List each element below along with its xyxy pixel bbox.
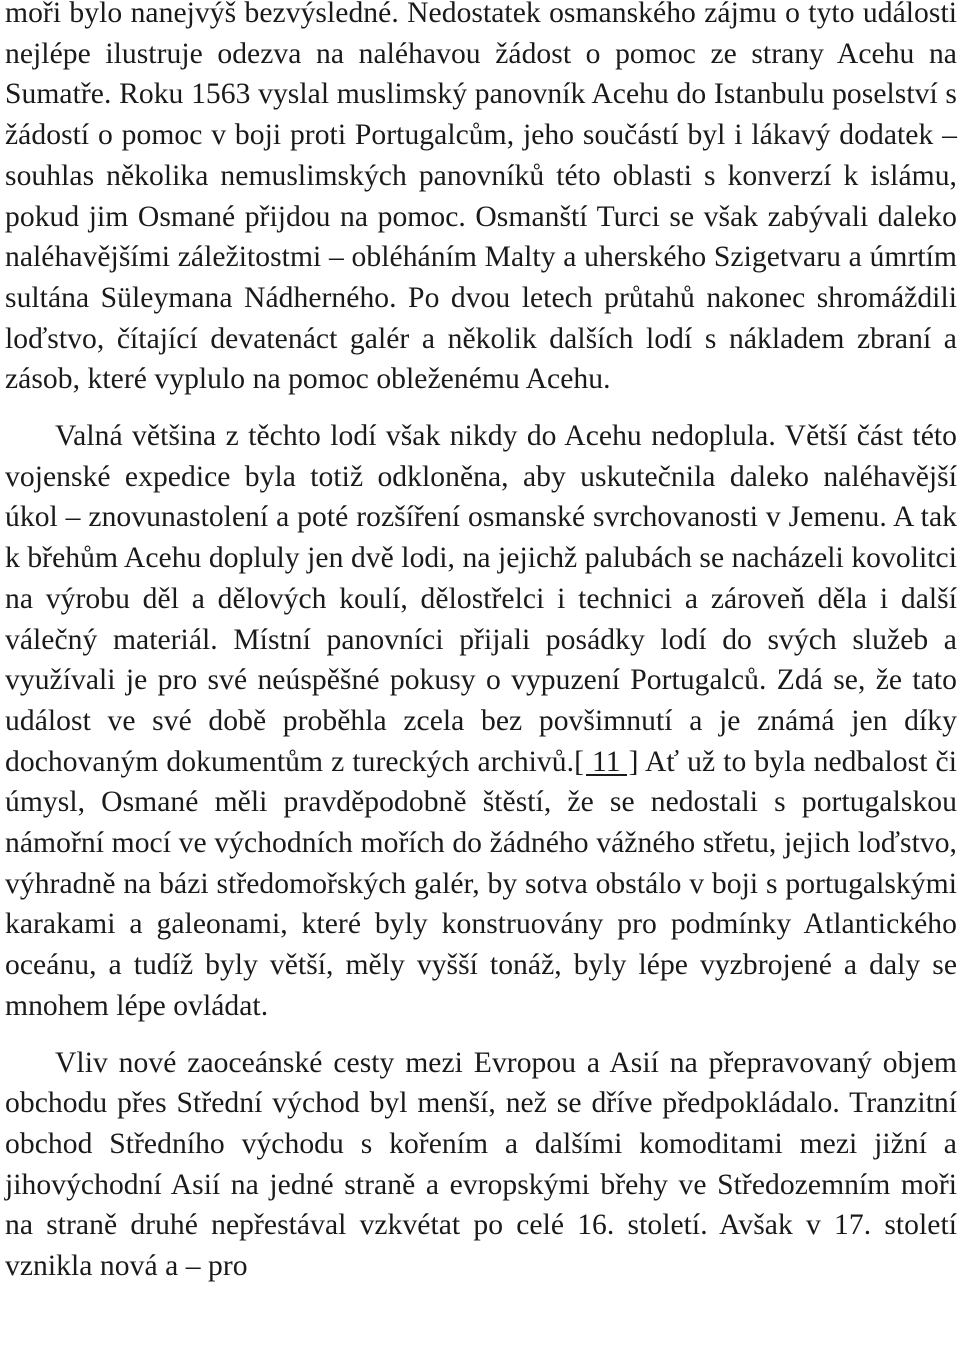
paragraph-expedition-text-before: Valná většina z těchto lodí však nikdy do Acehu nedoplula. Větší část této vojenské expedice byla totiž odkloněna, aby uskutečnila daleko naléhavější úkol – znovunastolení a poté rozšíření osmanské svrchovanosti v Jemenu. A tak k břehům Acehu dopluly jen dvě lodi, na jejichž palubách se nacházeli kovolitci na výrobu děl a dělových koulí, dělostřelci i technici a zároveň děla i další válečný materiál. Místní panovníci přijali posádky lodí do svých služeb a využívali je pro své neúspěšné pokusy o vypuzení Portugalců. Zdá se, že tato událost ve své době proběhla zcela bez povšimnutí a je známá jen díky dochovaným dokumentům z tureckých archivů.: [5, 420, 957, 778]
paragraph-aceh-request: moři bylo nanejvýš bezvýsledné. Nedostatek osmanského zájmu o tyto události nejlépe ilustruje odezva na naléhavou žádost o pomoc ze strany Acehu na Sumatře. Roku 1563 vyslal muslimský panovník Acehu do Istanbulu poselství s žádostí o pomoc v boji proti Portugalcům, jeho součástí byl i lákavý dodatek – souhlas několika nemuslimských panovníků této oblasti s konverzí k islámu, pokud jim Osmané přijdou na pomoc. Osmanští Turci se však zabývali daleko naléhavějšími záležitostmi – obléháním Malty a uherského Szigetvaru a úmrtím sultána Süleymana Nádherného. Po dvou letech průtahů nakonec shromáždili loďstvo, čítající devatenáct galér a několik dalších lodí s nákladem zbraní a zásob, které vyplulo na pomoc obleženému Acehu.: [5, 0, 957, 396]
paragraph-expedition: [5, 416, 957, 1027]
document-page: [5, 0, 957, 1287]
paragraph-expedition-text-after: Ať už to byla nedbalost či úmysl, Osmané měli pravděpodobně štěstí, že se nedostali s portugalskou námořní mocí ve východních mořích do žádného vážného střetu, jejich loďstvo, výhradně na bázi středomořských galér, by sotva obstálo v boji s portugalskými karakami a galeonami, které byly konstruovány pro podmínky Atlantického oceánu, a tudíž byly větší, měly vyšší tonáž, byly lépe vyzbrojené a daly se mnohem lépe ovládat.: [5, 745, 957, 1022]
footnote-link-11[interactable]: [ 11 ]: [574, 745, 639, 778]
paragraph-trade-route: Vliv nové zaoceánské cesty mezi Evropou a Asií na přepravovaný objem obchodu přes Střední východ byl menší, než se dříve předpokládalo. Tranzitní obchod Středního východu s kořením a dalšími komoditami mezi jižní a jihovýchodní Asií na jedné straně a evropskými břehy ve Středozemním moři na straně druhé nepřestával vzkvétat po celé 16. století. Avšak v 17. století vznikla nová a – pro: [5, 1046, 957, 1283]
